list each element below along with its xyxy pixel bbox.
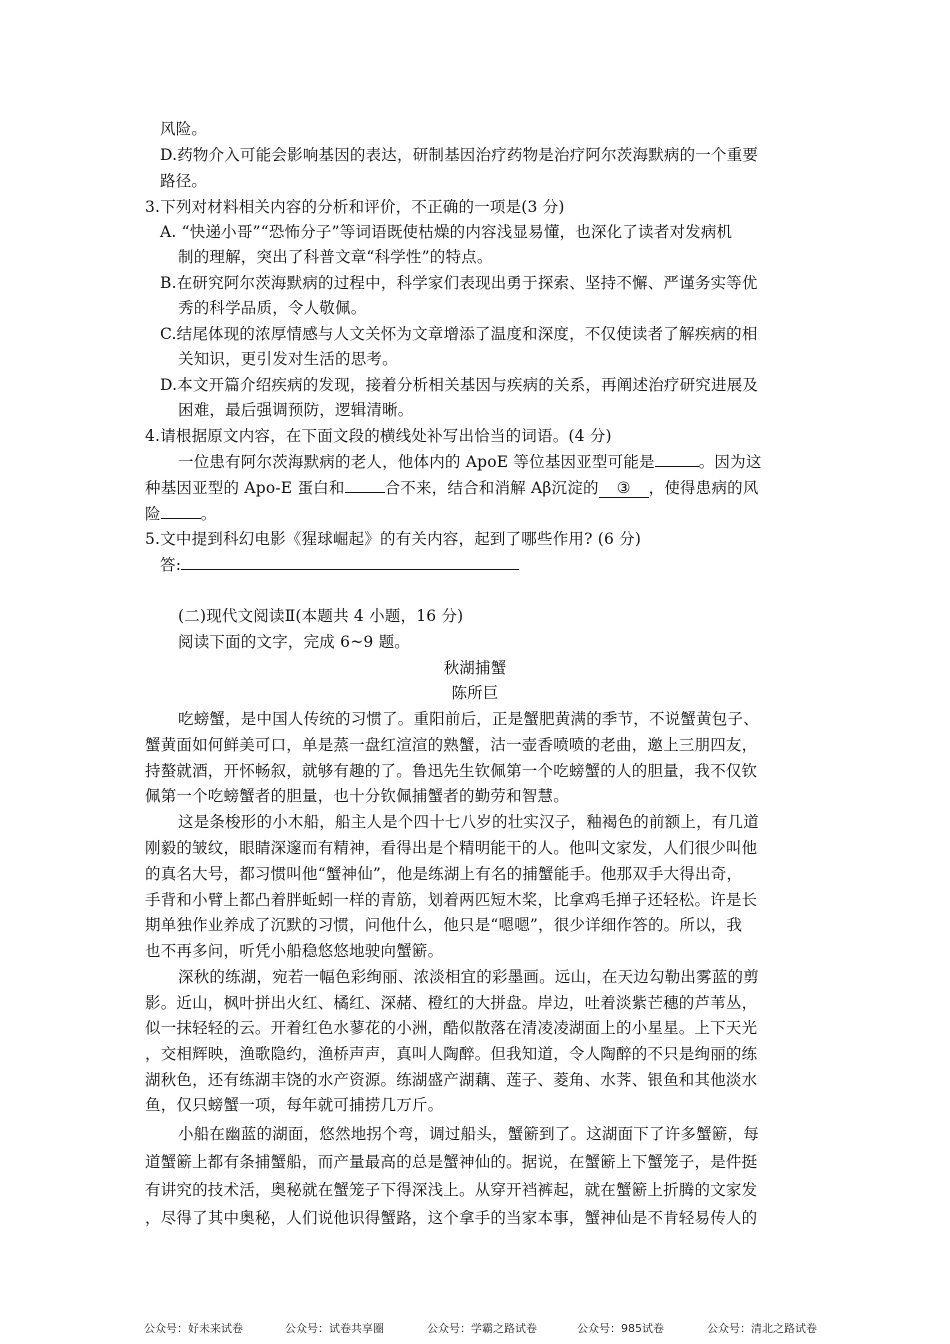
q3-option-a-line2: 制的理解，突出了科普文章“科学性”的特点。 xyxy=(178,248,493,266)
article-line: 道蟹簖上都有条捕蟹船，而产量最高的总是蟹神仙的。据说，在蟹簖上下蟹笼子，是件挺 xyxy=(145,1153,758,1171)
footer-note: 公众号：试卷共享圈 xyxy=(285,1322,384,1335)
footer-note: 公众号：985试卷 xyxy=(577,1322,664,1335)
q3-stem: 3.下列对材料相关内容的分析和评价，不正确的一项是(3 分) xyxy=(145,198,565,216)
q4-blank-1[interactable] xyxy=(655,466,699,467)
article-line: ，交相辉映，渔歌隐约，渔桥声声，真叫人陶醉。但我知道，令人陶醉的不只是绚丽的练 xyxy=(145,1045,758,1063)
q4-stem: 4.请根据原文内容，在下面文段的横线处补写出恰当的词语。(4 分) xyxy=(145,427,612,445)
q3-option-c-line2: 关知识，更引发对生活的思考。 xyxy=(178,350,398,368)
article-line: 吃螃蟹，是中国人传统的习惯了。重阳前后，正是蟹肥黄满的季节，不说蟹黄包子、 xyxy=(178,710,759,728)
q3-option-b-line1: B.在研究阿尔茨海默病的过程中，科学家们表现出勇于探索、坚持不懈、严谨务实等优 xyxy=(160,274,758,292)
q5-answer-blank[interactable] xyxy=(181,569,519,570)
article-line: 这是条梭形的小木船，船主人是个四十七八岁的壮实汉子，釉褐色的前额上，有几道 xyxy=(178,813,759,831)
q3-option-a-line1: A. “快递小哥”“恐怖分子”等词语既使枯燥的内容浅显易懂，也深化了读者对发病机 xyxy=(160,223,733,241)
q4-text-3: 种基因亚型的 Apo-E 蛋白和 xyxy=(145,479,345,497)
q5-answer-line xyxy=(160,555,519,575)
q4-blank-3[interactable]: ③ xyxy=(599,480,649,498)
q4-blank-2[interactable] xyxy=(345,492,385,493)
article-line: 有讲究的技术活，奥秘就在蟹笼子下得深浅上。从穿开裆裤起，就在蟹簖上折腾的文家发 xyxy=(145,1181,758,1199)
article-author: 陈所巨 xyxy=(451,684,499,702)
article-line: 刚毅的皱纹，眼睛深邃而有精神，看得出是个精明能干的人。他叫文家发，人们很少叫他 xyxy=(145,839,758,857)
article-line: 也不再多问，听凭小船稳悠悠地驶向蟹簖。 xyxy=(145,942,444,960)
article-line: 鱼，仅只螃蟹一项，每年就可捕捞几万斤。 xyxy=(145,1096,444,1114)
q4-text-1: 一位患有阿尔茨海默病的老人，他体内的 ApoE 等位基因亚型可能是 xyxy=(178,453,655,471)
q3-option-b-line2: 秀的科学品质，令人敬佩。 xyxy=(178,299,367,317)
q4-text-5: ，使得患病的风 xyxy=(648,479,759,497)
article-line: 期单独作业养成了沉默的习惯，问他什么，他只是“嗯嗯”，很少详细作答的。所以，我 xyxy=(145,916,743,934)
footer-note: 公众号：学霸之路试卷 xyxy=(427,1322,537,1335)
article-line: 的真名大号，都习惯叫他“蟹神仙”，他是练湖上有名的捕蟹能手。他那双手大得出奇， xyxy=(145,865,743,883)
q5-answer-label: 答: xyxy=(160,556,182,574)
q4-text-4: 合不来，结合和消解 Aβ沉淀的 xyxy=(384,479,599,497)
q4-blank-4[interactable] xyxy=(161,518,201,519)
article-line: 蟹黄面如何鲜美可口，单是蒸一盘红渲渲的熟蟹，沽一壶香喷喷的老曲，邀上三朋四友， xyxy=(145,736,758,754)
q3-option-c-line1: C.结尾体现的浓厚情感与人文关怀为文章增添了温度和深度，不仅使读者了解疾病的相 xyxy=(160,325,758,343)
article-line: 似一抹轻轻的云。开着红色水蓼花的小洲，酷似散落在清凌凌湖面上的小星星。上下天光 xyxy=(145,1019,758,1037)
footer-note: 公众号：清北之路试卷 xyxy=(707,1322,817,1335)
article-line: 深秋的练湖，宛若一幅色彩绚丽、浓淡相宜的彩墨画。远山，在天边勾勒出雾蓝的剪 xyxy=(178,968,759,986)
article-line: 小船在幽蓝的湖面，悠然地拐个弯，调过船头，蟹簖到了。这湖面下了许多蟹簖，每 xyxy=(178,1125,759,1143)
article-line: ，尽得了其中奥秘，人们说他识得蟹路，这个拿手的当家本事，蟹神仙是不肯轻易传人的 xyxy=(145,1209,758,1227)
article-line: 持螯就酒，开怀畅叙，就够有趣的了。鲁迅先生钦佩第一个吃螃蟹的人的胆量，我不仅钦 xyxy=(145,762,758,780)
q4-fill-line3 xyxy=(145,504,216,524)
article-line: 影。近山，枫叶拼出火红、橘红、深赭、橙红的大拼盘。岸边，吐着淡紫芒穗的芦苇丛， xyxy=(145,994,758,1012)
article-line: 佩第一个吃螃蟹者的胆量，也十分钦佩捕蟹者的勤劳和智慧。 xyxy=(145,787,569,805)
q3-option-d-line2: 困难，最后强调预防，逻辑清晰。 xyxy=(178,401,414,419)
q4-text-7: 。 xyxy=(200,505,217,523)
q4-fill-line2 xyxy=(145,478,759,498)
article-title: 秋湖捕蟹 xyxy=(443,659,507,677)
section2-heading: (二)现代文阅读Ⅱ(本题共 4 小题，16 分) xyxy=(178,607,464,625)
q2-option-d-line1: D.药物介入可能会影响基因的表达，研制基因治疗药物是治疗阿尔茨海默病的一个重要 xyxy=(160,146,759,164)
q5-stem: 5.文中提到科幻电影《猩球崛起》的有关内容，起到了哪些作用? (6 分) xyxy=(145,530,642,548)
q2-option-d-line2: 路径。 xyxy=(160,172,208,190)
article-line: 湖秋色，还有练湖丰饶的水产资源。练湖盛产湖藕、莲子、菱角、水荠、银鱼和其他淡水 xyxy=(145,1071,758,1089)
q4-fill-line1 xyxy=(178,452,762,472)
article-line: 手背和小臂上都凸着胖蚯蚓一样的青筋，划着两匹短木桨，比拿鸡毛掸子还轻松。许是长 xyxy=(145,891,758,909)
q2-option-c-continuation: 风险。 xyxy=(160,120,208,138)
q4-text-2: 。因为这 xyxy=(698,453,762,471)
section2-instruction: 阅读下面的文字，完成 6~9 题。 xyxy=(178,633,410,651)
q4-text-6: 险 xyxy=(145,505,161,523)
footer-note: 公众号：好未来试卷 xyxy=(144,1322,243,1335)
q3-option-d-line1: D.本文开篇介绍疾病的发现，接着分析相关基因与疾病的关系，再阐述治疗研究进展及 xyxy=(160,376,759,394)
